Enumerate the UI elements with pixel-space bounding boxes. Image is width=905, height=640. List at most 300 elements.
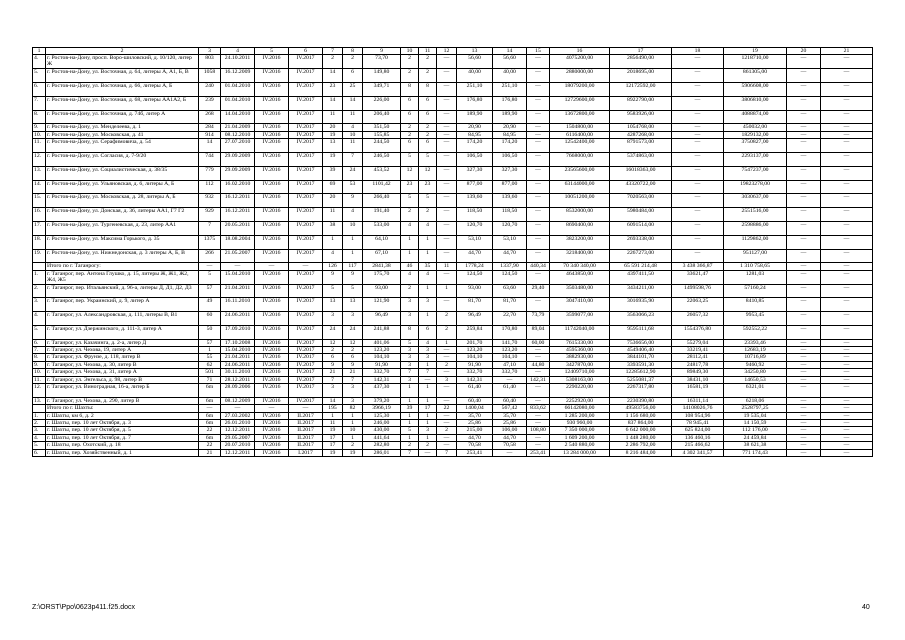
value-cell: 3 438 366,87 <box>672 263 724 270</box>
value-cell: 3 <box>401 361 419 368</box>
value-cell: — <box>527 347 550 354</box>
value-cell: 1 <box>343 235 363 249</box>
value-cell: 15.04.2010 <box>221 270 255 284</box>
value-cell: IV.2016 <box>255 284 289 298</box>
value-cell: 9595111,68 <box>610 325 672 339</box>
value-cell: 70,58 <box>493 442 527 449</box>
value-cell: IV.2016 <box>255 139 289 153</box>
value-cell: — <box>672 55 724 69</box>
value-cell: 351,50 <box>363 124 401 131</box>
row-number-cell: 8. <box>33 110 46 124</box>
value-cell: — <box>672 194 724 208</box>
value-cell: 16.12.2011 <box>221 208 255 222</box>
column-number-cell: 2 <box>46 48 199 55</box>
value-cell: 5 <box>199 270 221 284</box>
value-cell: 2 540 880,00 <box>550 442 610 449</box>
address-cell: г. Ростов-на-Дону, ул. Восточная, д. 68, литеры АА1А2, Б <box>46 96 199 110</box>
value-cell: IV.2016 <box>255 347 289 354</box>
value-cell: 929 <box>199 208 221 222</box>
value-cell: 6 <box>401 139 419 153</box>
value-cell: 20,90 <box>457 124 493 131</box>
value-cell: II.2017 <box>289 412 323 419</box>
value-cell: 9953,45 <box>724 312 787 326</box>
value-cell: 282,80 <box>363 442 401 449</box>
value-cell: — <box>255 263 289 270</box>
value-cell: 28.09.2006 <box>221 384 255 398</box>
value-cell: 12172592,00 <box>610 82 672 96</box>
value-cell: 11 <box>323 208 343 222</box>
value-cell: — <box>821 376 873 383</box>
value-cell: 29.05.2007 <box>221 434 255 441</box>
value-cell: — <box>821 221 873 235</box>
value-cell: 71 <box>199 376 221 383</box>
value-cell: 6 <box>401 96 419 110</box>
value-cell: 268 <box>199 110 221 124</box>
value-cell: 6218,06 <box>724 397 787 404</box>
value-cell: IV.2016 <box>255 434 289 441</box>
address-cell: г. Ростов-на-Дону, ул. Максима Горького, д. 35 <box>46 235 199 249</box>
value-cell: 170,80 <box>493 325 527 339</box>
row-number-cell: 10. <box>33 369 46 376</box>
value-cell: 1 <box>419 434 437 441</box>
value-cell: 6m <box>199 434 221 441</box>
value-cell: 5 <box>419 152 437 166</box>
value-cell: 17.09.2010 <box>221 325 255 339</box>
value-cell: 14 <box>343 96 363 110</box>
value-cell: 2 286 792,00 <box>610 442 672 449</box>
value-cell: 3427870,00 <box>550 361 610 368</box>
value-cell: 2 <box>401 131 419 138</box>
value-cell: 3 <box>343 384 363 398</box>
value-cell: 877,00 <box>493 180 527 194</box>
value-cell: 8 <box>419 82 437 96</box>
value-cell: 3599077,00 <box>550 312 610 326</box>
value-cell: 19 <box>343 449 363 456</box>
value-cell: 3882930,00 <box>550 354 610 361</box>
value-cell: 17 <box>419 405 437 412</box>
value-cell: 7 <box>401 369 419 376</box>
value-cell: 22,70 <box>493 312 527 326</box>
value-cell: — <box>787 284 821 298</box>
value-cell: 3 <box>323 312 343 326</box>
value-cell: — <box>787 369 821 376</box>
value-cell: IV.2016 <box>255 449 289 456</box>
value-cell: — <box>527 434 550 441</box>
value-cell: 49583756,00 <box>610 405 672 412</box>
value-cell: 63144000,00 <box>550 180 610 194</box>
table-row <box>33 69 873 83</box>
value-cell: 60,40 <box>493 397 527 404</box>
value-cell: 24.06.2011 <box>221 361 255 368</box>
value-cell: IV.2016 <box>255 166 289 180</box>
value-cell: — <box>527 139 550 153</box>
value-cell: — <box>821 82 873 96</box>
value-cell: 63,60 <box>493 284 527 298</box>
value-cell: 53,10 <box>457 235 493 249</box>
value-cell: 20 <box>323 194 343 208</box>
row-number-cell: 6. <box>33 339 46 346</box>
value-cell: — <box>437 397 457 404</box>
table-row <box>33 124 873 131</box>
value-cell: — <box>672 152 724 166</box>
value-cell: 17 <box>323 442 343 449</box>
value-cell: 81,70 <box>457 298 493 312</box>
value-cell: 124,50 <box>493 270 527 284</box>
row-number-cell <box>33 263 46 270</box>
value-cell: 14 150,59 <box>724 420 787 427</box>
value-cell: — <box>787 166 821 180</box>
value-cell: 4 <box>419 339 437 346</box>
value-cell: 9 <box>343 194 363 208</box>
value-cell: 27.03.2002 <box>221 412 255 419</box>
value-cell: — <box>787 124 821 131</box>
address-cell: г. Шахты, км 6, д. 2 <box>46 412 199 419</box>
value-cell: 12.12.2011 <box>221 427 255 434</box>
value-cell: 10 <box>343 221 363 235</box>
table-row <box>33 96 873 110</box>
column-number-cell: 9 <box>363 48 401 55</box>
value-cell: 2 <box>419 55 437 69</box>
value-cell: 3563066,23 <box>610 312 672 326</box>
value-cell: 49 <box>199 298 221 312</box>
value-cell: 3 <box>401 347 419 354</box>
value-cell: 118,50 <box>457 208 493 222</box>
column-number-cell: 16 <box>550 48 610 55</box>
value-cell: IV.2017 <box>289 194 323 208</box>
value-cell: 174,20 <box>493 139 527 153</box>
value-cell: 104,10 <box>457 354 493 361</box>
value-cell: 117 <box>343 263 363 270</box>
address-cell: г. Таганрог, ул. Казачинга, д. 2-а, литер Д <box>46 339 199 346</box>
row-number-cell: 12. <box>33 152 46 166</box>
value-cell: 25 <box>343 82 363 96</box>
value-cell: 3218400,00 <box>550 249 610 263</box>
value-cell: 19 <box>323 131 343 138</box>
value-cell: 23565600,00 <box>550 166 610 180</box>
value-cell: 1 <box>199 347 221 354</box>
value-cell: 3 <box>419 427 437 434</box>
value-cell: 11 <box>437 263 457 270</box>
value-cell: 251,10 <box>457 82 493 96</box>
value-cell: 13 <box>343 298 363 312</box>
value-cell: 176,80 <box>457 96 493 110</box>
row-number-cell: 13. <box>33 397 46 404</box>
value-cell: 142,31 <box>363 376 401 383</box>
value-cell: 78 945,41 <box>672 420 724 427</box>
value-cell: — <box>787 96 821 110</box>
value-cell: 191,40 <box>363 208 401 222</box>
table-row <box>33 194 873 208</box>
value-cell: 106,50 <box>457 152 493 166</box>
value-cell: 246,50 <box>363 152 401 166</box>
value-cell: 96,49 <box>457 312 493 326</box>
value-cell: 2 <box>401 208 419 222</box>
value-cell: 3 <box>419 347 437 354</box>
value-cell: IV.2016 <box>255 110 289 124</box>
value-cell: 17.10.2008 <box>221 339 255 346</box>
value-cell: — <box>199 263 221 270</box>
value-cell: — <box>787 194 821 208</box>
value-cell: 14650,53 <box>724 376 787 383</box>
value-cell: 38 621,38 <box>724 442 787 449</box>
value-cell: 246,00 <box>363 420 401 427</box>
value-cell: IV.2017 <box>289 152 323 166</box>
value-cell: — <box>787 312 821 326</box>
column-number-cell: 3 <box>199 48 221 55</box>
value-cell: — <box>821 405 873 412</box>
value-cell: — <box>672 96 724 110</box>
value-cell: — <box>672 166 724 180</box>
row-number-cell: 4. <box>33 55 46 69</box>
value-cell: 106,00 <box>493 427 527 434</box>
address-cell: г. Ростов-на-Дону, ул. Восточная, д. 64, литеры А, А1, Б, В <box>46 69 199 83</box>
table-row <box>33 235 873 249</box>
value-cell: 6 <box>419 96 437 110</box>
value-cell: — <box>787 449 821 456</box>
address-cell: г. Ростов-на-Дону, ул. Донская, д. 36, литеры АА1, Г7 Г2 <box>46 208 199 222</box>
value-cell: 837 864,00 <box>610 420 672 427</box>
value-cell: 2230390,80 <box>610 397 672 404</box>
value-cell: 932 <box>199 194 221 208</box>
value-cell: 501 <box>199 369 221 376</box>
value-cell: 13672800,00 <box>550 110 610 124</box>
table-row <box>33 55 873 69</box>
value-cell: IV.2016 <box>255 235 289 249</box>
value-cell: 24.10.2011 <box>221 55 255 69</box>
value-cell: 60,40 <box>457 397 493 404</box>
value-cell: IV.2017 <box>289 235 323 249</box>
value-cell: 4 <box>401 221 419 235</box>
value-cell: — <box>672 110 724 124</box>
value-cell: — <box>527 110 550 124</box>
value-cell: — <box>437 354 457 361</box>
value-cell: 2293137,00 <box>724 152 787 166</box>
value-cell: 2 <box>343 55 363 69</box>
value-cell: 112 176,00 <box>724 427 787 434</box>
value-cell: 16581,19 <box>672 384 724 398</box>
value-cell: — <box>787 405 821 412</box>
value-cell: 33621,47 <box>672 270 724 284</box>
value-cell: 24 <box>323 325 343 339</box>
value-cell: 01.04.2010 <box>221 82 255 96</box>
address-cell: г. Таганрог, пер. Итальянский, д. 96-а, литеры Д, Д1, Д2, Д3 <box>46 284 199 298</box>
value-cell: 34250,80 <box>724 369 787 376</box>
value-cell: 13 <box>323 139 343 153</box>
value-cell: 01.04.2010 <box>221 96 255 110</box>
table-row <box>33 434 873 441</box>
value-cell: 332,70 <box>363 369 401 376</box>
value-cell: 11 <box>343 110 363 124</box>
value-cell: — <box>821 325 873 339</box>
value-cell: 7547237,00 <box>724 166 787 180</box>
value-cell: — <box>437 194 457 208</box>
table-row <box>33 221 873 235</box>
value-cell: 8791573,00 <box>610 139 672 153</box>
value-cell: 16.12.2009 <box>221 69 255 83</box>
table-row <box>33 180 873 194</box>
value-cell: 441,64 <box>363 434 401 441</box>
value-cell: 3 <box>419 354 437 361</box>
value-cell: — <box>821 361 873 368</box>
value-cell: 1504800,00 <box>550 124 610 131</box>
value-cell: 120,70 <box>457 221 493 235</box>
value-cell: 440,34 <box>527 263 550 270</box>
value-cell: — <box>821 270 873 284</box>
address-cell: г. Ростов-на-Дону, ул. Нижнедонская, д. 3 литеры А, Б, В <box>46 249 199 263</box>
value-cell: — <box>787 235 821 249</box>
value-cell: 22063,25 <box>672 298 724 312</box>
table-row <box>33 442 873 449</box>
value-cell: — <box>821 339 873 346</box>
value-cell: 21 <box>343 369 363 376</box>
row-number-cell: 3. <box>33 427 46 434</box>
value-cell: — <box>437 69 457 83</box>
value-cell: IV.2016 <box>255 96 289 110</box>
row-number-cell: 4. <box>33 434 46 441</box>
value-cell: 13 <box>323 298 343 312</box>
value-cell: 53 <box>343 180 363 194</box>
value-cell: — <box>787 221 821 235</box>
value-cell: IV.2017 <box>289 312 323 326</box>
table-row <box>33 110 873 124</box>
value-cell: IV.2017 <box>289 361 323 368</box>
value-cell: — <box>437 270 457 284</box>
value-cell: — <box>437 221 457 235</box>
value-cell: 10716,89 <box>724 354 787 361</box>
value-cell: 174,20 <box>457 139 493 153</box>
value-cell: — <box>672 139 724 153</box>
value-cell: 251,10 <box>493 82 527 96</box>
value-cell: 4 302 341,57 <box>672 449 724 456</box>
address-cell: г. Ростов-на-Дону, ул. Серафимовича, д. 54 <box>46 139 199 153</box>
value-cell: 19 <box>323 152 343 166</box>
value-cell: 1 <box>343 420 363 427</box>
subtotal-label-cell: Итого по г. Таганрогу: <box>46 263 199 270</box>
value-cell: 5 <box>419 194 437 208</box>
value-cell: 12 <box>343 339 363 346</box>
address-cell: г. Таганрог, ул. Дзержинского, д. 111-3, литер А <box>46 325 199 339</box>
value-cell: 15.04.2010 <box>221 347 255 354</box>
value-cell: IV.2016 <box>255 131 289 138</box>
row-number-cell: 1. <box>33 412 46 419</box>
value-cell: IV.2016 <box>255 124 289 131</box>
value-cell: 70 340 340,00 <box>550 263 610 270</box>
value-cell: 70,58 <box>457 442 493 449</box>
value-cell: 96,49 <box>363 312 401 326</box>
value-cell: — <box>437 412 457 419</box>
value-cell: 286,01 <box>363 449 401 456</box>
value-cell: 3806810,00 <box>724 96 787 110</box>
value-cell: 22 <box>437 405 457 412</box>
value-cell: 93,00 <box>457 284 493 298</box>
register-table-sheet <box>32 47 872 457</box>
value-cell: — <box>787 412 821 419</box>
value-cell: 89,04 <box>527 325 550 339</box>
value-cell: 3966,19 <box>363 405 401 412</box>
value-cell: 24.06.2011 <box>221 312 255 326</box>
value-cell: 35,70 <box>457 412 493 419</box>
value-cell: — <box>672 131 724 138</box>
value-cell: — <box>787 397 821 404</box>
value-cell: 6116400,00 <box>550 131 610 138</box>
value-cell: 57160,24 <box>724 284 787 298</box>
value-cell: 3047410,00 <box>550 298 610 312</box>
value-cell: 67,10 <box>363 249 401 263</box>
value-cell: 7 <box>401 449 419 456</box>
value-cell: 6m <box>199 384 221 398</box>
value-cell: IV.2017 <box>289 339 323 346</box>
value-cell: 1 <box>419 384 437 398</box>
value-cell: IV.2017 <box>289 180 323 194</box>
value-cell: 6 <box>343 354 363 361</box>
value-cell: 1337,90 <box>493 263 527 270</box>
value-cell: — <box>821 249 873 263</box>
value-cell: 5 <box>401 427 419 434</box>
value-cell: 136 460,16 <box>672 434 724 441</box>
value-cell: 2290220,00 <box>550 384 610 398</box>
value-cell: II.2017 <box>289 442 323 449</box>
value-cell: — <box>527 221 550 235</box>
address-cell: г. Ростов-на-Дону, ул. Менделеева, д. 1 <box>46 124 199 131</box>
value-cell: 779 <box>199 166 221 180</box>
value-cell: 14 <box>323 96 343 110</box>
value-cell: — <box>821 131 873 138</box>
value-cell: 1 310 758,65 <box>724 263 787 270</box>
value-cell: 1 156 680,00 <box>610 412 672 419</box>
value-cell: IV.2016 <box>255 312 289 326</box>
value-cell: IV.2017 <box>289 110 323 124</box>
value-cell: 437,30 <box>363 384 401 398</box>
value-cell: 12729600,00 <box>550 96 610 110</box>
value-cell: — <box>527 194 550 208</box>
value-cell: 3823200,00 <box>550 235 610 249</box>
value-cell: 56,60 <box>457 55 493 69</box>
address-cell: г. Шахты, пер. 10 лет Октября, д. 7 <box>46 434 199 441</box>
value-cell: 3434211,00 <box>610 284 672 298</box>
value-cell: 44,70 <box>493 249 527 263</box>
value-cell: 23 <box>419 180 437 194</box>
value-cell: 8 216 484,00 <box>610 449 672 456</box>
value-cell: 176,80 <box>493 96 527 110</box>
value-cell: — <box>787 263 821 270</box>
value-cell: — <box>821 412 873 419</box>
value-cell: 2 <box>437 325 457 339</box>
value-cell: 2598886,00 <box>724 221 787 235</box>
value-cell: 108,80 <box>527 427 550 434</box>
table-row <box>33 427 873 434</box>
value-cell: II.2017 <box>289 420 323 427</box>
value-cell: 2 <box>419 131 437 138</box>
value-cell: 1499598,76 <box>672 284 724 298</box>
value-cell: — <box>787 427 821 434</box>
value-cell: 1 <box>401 434 419 441</box>
value-cell: — <box>437 420 457 427</box>
value-cell: 771 174,43 <box>724 449 787 456</box>
value-cell: 3844101,70 <box>610 354 672 361</box>
value-cell: 5308163,00 <box>550 376 610 383</box>
value-cell: 66142080,00 <box>550 405 610 412</box>
row-number-cell: 4. <box>33 312 46 326</box>
value-cell: — <box>821 69 873 83</box>
value-cell: 592552,22 <box>724 325 787 339</box>
value-cell: 62 <box>199 361 221 368</box>
value-cell: 4 <box>343 124 363 131</box>
value-cell: 9 <box>323 361 343 368</box>
value-cell: 12 <box>401 166 419 180</box>
value-cell: — <box>672 208 724 222</box>
value-cell: 29,40 <box>527 284 550 298</box>
value-cell: — <box>527 131 550 138</box>
